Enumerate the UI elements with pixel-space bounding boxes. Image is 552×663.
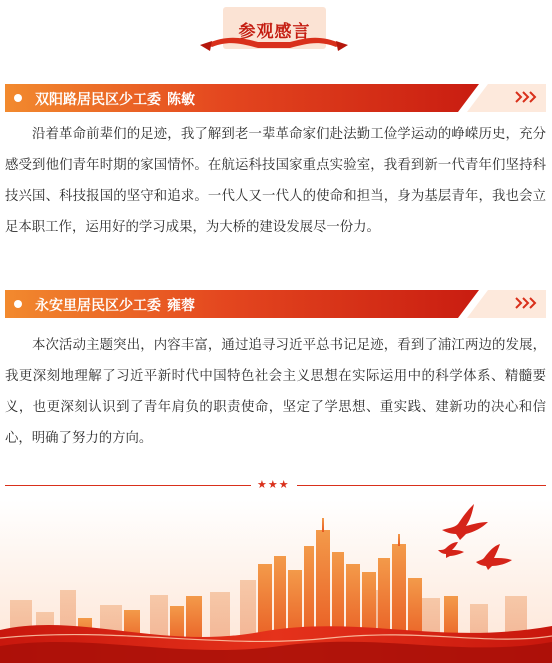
section-person: 陈敏 [167, 92, 195, 108]
title-banner [0, 0, 552, 62]
triple-chevron-icon [514, 87, 538, 111]
section-org: 双阳路居民区少工委 [35, 92, 161, 108]
section-org: 永安里居民区少工委 [35, 298, 161, 314]
triple-chevron-icon [514, 293, 538, 317]
page-title: 参观感言 [238, 22, 311, 42]
divider [5, 478, 546, 492]
section-title [35, 295, 195, 315]
divider-line-right [297, 485, 546, 486]
city-skyline-illustration [0, 500, 552, 663]
white-dot-icon [14, 300, 22, 308]
section-header-1 [5, 84, 546, 112]
section-body-2: 本次活动主题突出，内容丰富，通过追寻习近平总书记足迹，看到了浦江两边的发展，我更深刻地理解了习近平新时代中国特色社会主义思想在实际运用中的科学体系、精髓要义，也更深刻认识到了青年肩负的职责使命，坚定了学思想、重实践、建新功的决心和信心，明确了努力的方向。 [5, 338, 546, 446]
section-person: 雍蓉 [167, 298, 195, 314]
stars-icon: ★★★ [257, 478, 290, 491]
section-body-1: 沿着革命前辈们的足迹，我了解到老一辈革命家们赴法勤工俭学运动的峥嵘历史，充分感受到他们青年时期的家国情怀。在航运科技国家重点实验室，我看到新一代青年们坚持科技兴国、科技报国的坚守和追求。一代人又一代人的使命和担当，身为基层青年，我也会立足本职工作，运用好的学习成果，为大桥的建设发展尽一份力。 [5, 127, 546, 235]
white-dot-icon [14, 94, 22, 102]
section-header-2 [5, 290, 546, 318]
divider-line-left [5, 485, 251, 486]
section-title [35, 89, 195, 109]
